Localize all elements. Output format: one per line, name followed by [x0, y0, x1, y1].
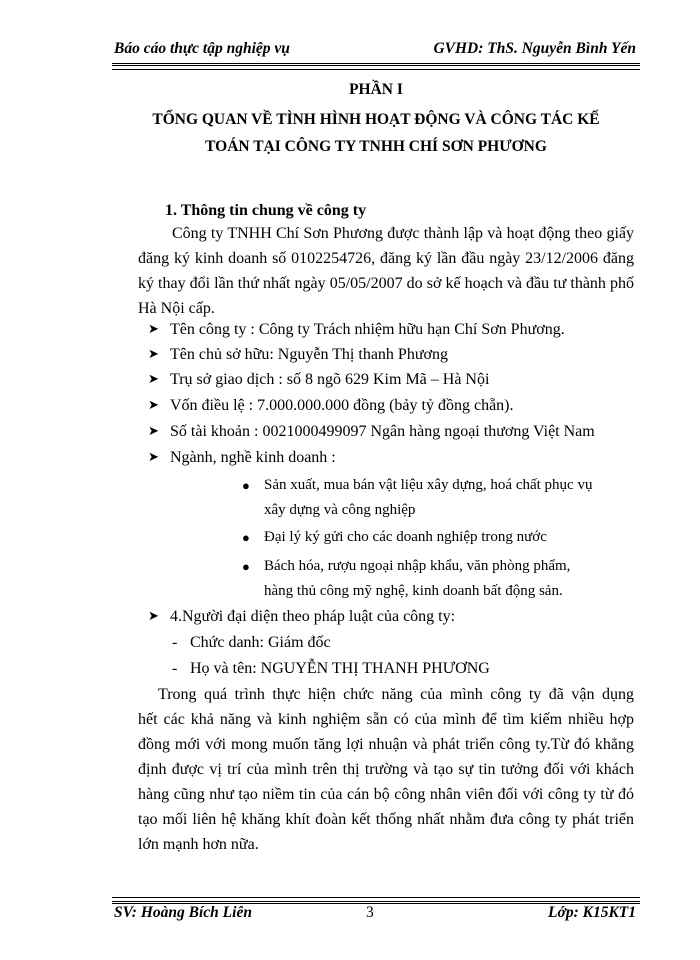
intro-line: Công ty TNHH Chí Sơn Phương được thành lập và hoạt động theo giấy	[172, 225, 634, 242]
arrow-bullet-icon: ➤	[148, 397, 159, 412]
closing-line: đồng mới với mong muốn tăng lợi nhuận và phát triển công ty.Từ đó khẳng	[138, 736, 634, 753]
info-item-business: ➤ Ngành, nghề kinh doanh :	[148, 446, 336, 468]
arrow-bullet-icon: ➤	[148, 321, 159, 336]
intro-paragraph	[138, 221, 634, 321]
representative-title: - Chức danh: Giám đốc	[172, 634, 331, 651]
arrow-bullet-icon: ➤	[148, 608, 159, 623]
closing-line: tạo mối liên hệ khăng khít đoàn kết thống nhất nhằm đưa công ty phát triển	[138, 811, 634, 828]
info-item-account: ➤ Số tài khoản : 0021000499097 Ngân hàng ngoại thương Việt Nam	[148, 420, 595, 442]
part-title-line-1: TỔNG QUAN VỀ TÌNH HÌNH HOẠT ĐỘNG VÀ CÔNG TÁC KẾ	[152, 111, 600, 128]
header-rule	[112, 63, 640, 70]
info-item-address: ➤ Trụ sở giao dịch : số 8 ngõ 629 Kim Mã – Hà Nội	[148, 368, 489, 390]
dot-bullet-icon: ●	[242, 559, 250, 574]
footer-rule	[112, 897, 640, 904]
representative-heading: ➤ 4.Người đại diện theo pháp luật của công ty:	[148, 605, 455, 627]
header-report-title: Báo cáo thực tập nghiệp vụ	[114, 40, 290, 57]
closing-paragraph	[138, 682, 634, 857]
closing-line: Trong quá trình thực hiện chức năng của mình công ty đã vận dụng	[158, 686, 634, 703]
intro-line: đăng ký kinh doanh số 0102254726, đăng ký lần đầu ngày 23/12/2006 đăng	[138, 250, 634, 267]
arrow-bullet-icon: ➤	[148, 449, 159, 464]
header-supervisor: GVHD: ThS. Nguyễn Bình Yến	[433, 40, 636, 57]
dot-bullet-icon: ●	[242, 478, 250, 493]
footer-student: SV: Hoàng Bích Liên	[114, 904, 252, 921]
page-number: 3	[366, 904, 374, 921]
arrow-bullet-icon: ➤	[148, 371, 159, 386]
part-label: PHẦN I	[349, 81, 403, 98]
arrow-bullet-icon: ➤	[148, 346, 159, 361]
info-item-company-name: ➤ Tên công ty : Công ty Trách nhiệm hữu hạn Chí Sơn Phương.	[148, 318, 565, 340]
dot-bullet-icon: ●	[242, 530, 250, 545]
intro-line: ký thay đổi lần thứ nhất ngày 05/05/2007 do sở kế hoạch và đầu tư thành phố	[138, 275, 634, 292]
arrow-bullet-icon: ➤	[148, 423, 159, 438]
document-page: Báo cáo thực tập nghiệp vụ GVHD: ThS. Nguyễn Bình Yến PHẦN I TỔNG QUAN VỀ TÌNH HÌNH HOẠT ĐỘNG VÀ CÔNG TÁC KẾ TOÁN TẠI CÔNG TY TNHH CHÍ SƠN PHƯƠNG 1. Thông tin chung về công ty Công ty TNHH Chí Sơn Phương được thành lập và hoạt động theo giấy đăng ký kinh doanh số 0102254726, đăng ký lần đầu ngày 23/12/2006 đăng ký thay đổi lần thứ nhất ngày 05/05/2007 do sở kế hoạch và đầu tư thành phố Hà Nội cấp. ➤ Tên công ty : Công ty Trách nhiệm hữu hạn Chí Sơn Phương. ➤ Tên chủ sở hữu: Nguyễn Thị thanh Phương ➤ Trụ sở giao dịch : số 8 ngõ 629 Kim Mã – Hà Nội ➤ Vốn điều lệ : 7.000.000.000 đồng (bảy tỷ đồng chẵn). ➤ Số tài khoản : 0021000499097 Ngân hàng ngoại thương Việt Nam ➤ Ngành, nghề kinh doanh : ● Sản xuất, mua bán vật liệu xây dựng, hoá chất phục vụ xây dựng và công nghiệp ● Đại lý ký gửi cho các doanh nghiệp trong nước ● Bách hóa, rượu ngoại nhập khẩu, văn phòng phẩm, hàng thủ công mỹ nghệ, kinh doanh bất động sản. ➤ 4.Người đại diện theo pháp luật của công ty: - Chức danh: Giám đốc - Họ và tên: NGUYỄN THỊ THANH PHƯƠNG Trong quá trình thực hiện chức năng của mình công ty đã vận dụng hết các khả năng và kinh nghiệm sẵn có của mình để tìm kiếm nhiều hợp đồng mới với mong muốn tăng lợi nhuận và phát triển công ty.Từ đó khẳng định được vị trí của mình trên thị trường và tạo sự tin tưởng đối với khách hàng cũng như tạo niềm tin của cán bộ công nhân viên đối với công ty từ đó tạo mối liên hệ khăng khít đoàn kết thống nhất nhằm đưa công ty phát triển lớn mạnh hơn nữa. SV: Hoàng Bích Liên 3 Lớp: K15KT1	[0, 0, 700, 960]
closing-line: hàng cũng như tạo niềm tin của cán bộ công nhân viên đối với công ty từ đó	[138, 786, 634, 803]
closing-line: định được vị trí của mình trên thị trường và tạo sự tin tưởng đối với khách	[138, 761, 634, 778]
section-heading: 1. Thông tin chung về công ty	[165, 202, 367, 219]
closing-line: hết các khả năng và kinh nghiệm sẵn có của mình để tìm kiếm nhiều hợp	[138, 711, 634, 728]
info-item-owner: ➤ Tên chủ sở hữu: Nguyễn Thị thanh Phương	[148, 343, 448, 365]
closing-line: lớn mạnh hơn nữa.	[138, 836, 259, 853]
footer-class: Lớp: K15KT1	[548, 904, 636, 921]
intro-line: Hà Nội cấp.	[138, 300, 215, 317]
info-item-capital: ➤ Vốn điều lệ : 7.000.000.000 đồng (bảy tỷ đồng chẵn).	[148, 394, 514, 416]
representative-name: - Họ và tên: NGUYỄN THỊ THANH PHƯƠNG	[172, 660, 490, 677]
part-title-line-2: TOÁN TẠI CÔNG TY TNHH CHÍ SƠN PHƯƠNG	[205, 138, 547, 155]
